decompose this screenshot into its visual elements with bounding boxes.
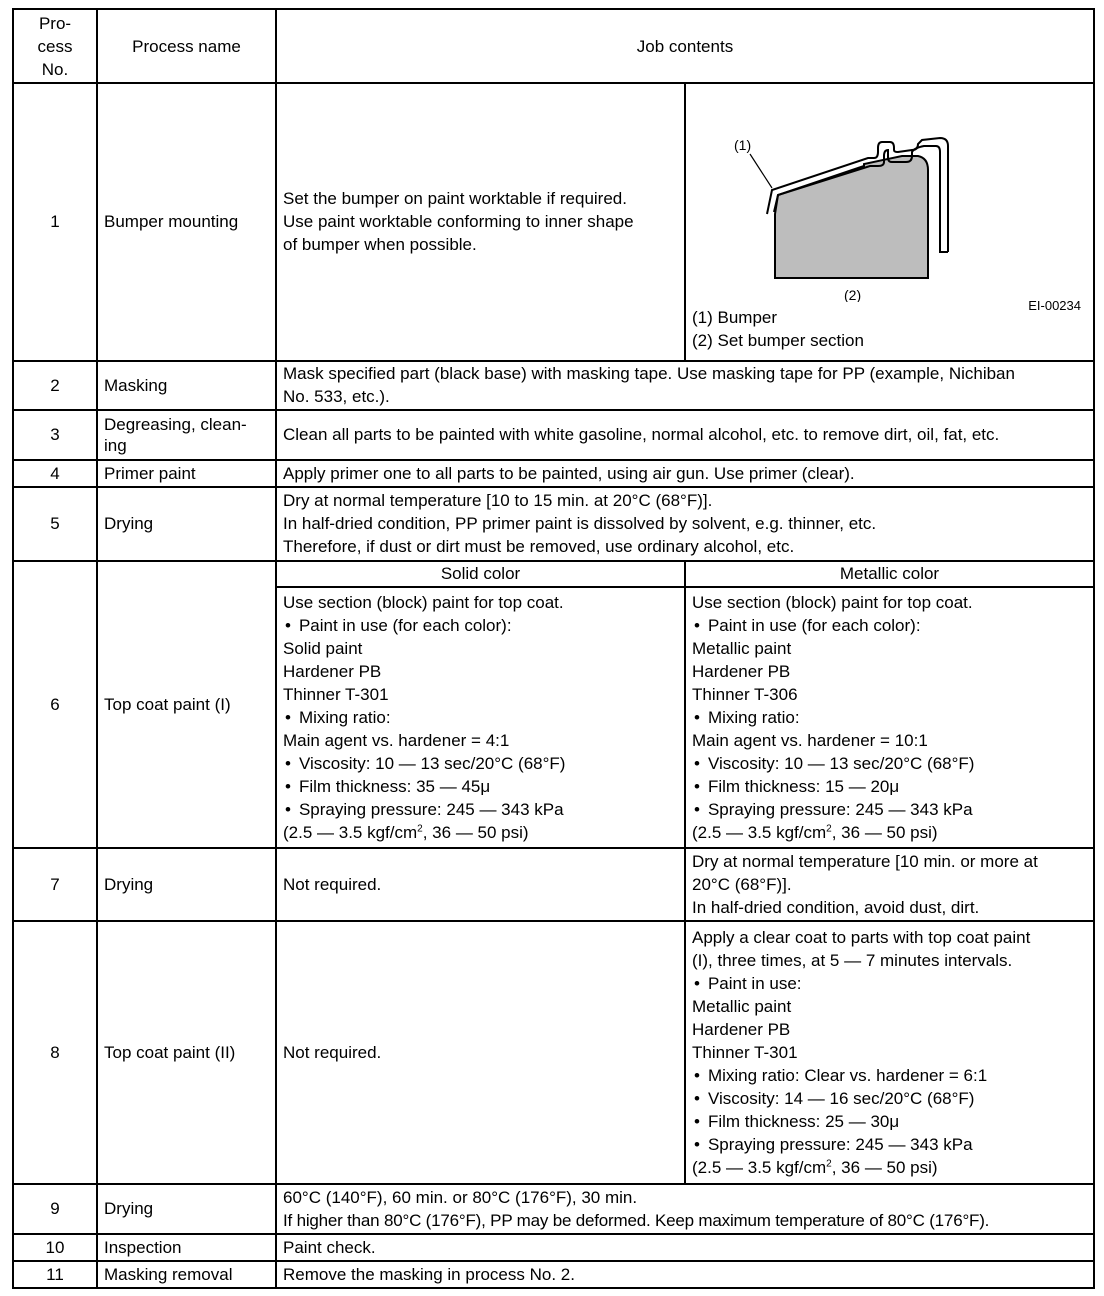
- table-row: [13, 848, 1094, 921]
- table-row: [13, 361, 1094, 410]
- process-no: 4: [13, 460, 97, 487]
- job-text: Dry at normal temperature [10 to 15 min. at 20°C (68°F)]. In half-dried condition, PP primer paint is dissolved by solvent, e.g. thinner, etc. Therefore, if dust or dirt must be removed, use ordinary alcohol, etc.: [276, 487, 1094, 561]
- process-name: Degreasing, clean- ing: [97, 410, 276, 460]
- process-no: 3: [13, 410, 97, 460]
- process-table: [12, 8, 1095, 1289]
- metallic-color-specs: Apply a clear coat to parts with top coat paint (I), three times, at 5 — 7 minutes intervals. • Paint in use: Metallic paint Hardener PB Thinner T-301 • Mixing ratio: Clear vs. hardener = 6:1 • Viscosity: 14 — 16 sec/20°C (68°F) • Film thickness: 25 — 30μ • Spraying pressure: 245 — 343 kPa (2.5 — 3.5 kgf/$cm^2$, 36 — 50 psi): [685, 921, 1094, 1183]
- job-text: Remove the masking in process No. 2.: [276, 1261, 1094, 1288]
- process-name: Bumper mounting: [97, 83, 276, 360]
- caption-set-bumper-section: (2) Set bumper section: [692, 330, 864, 350]
- table-row: [13, 460, 1094, 487]
- process-no: 5: [13, 487, 97, 561]
- bumper-figure-cell: [685, 83, 1094, 360]
- table-row: [13, 921, 1094, 1183]
- process-no: 7: [13, 848, 97, 921]
- solid-color-text: Not required.: [276, 921, 685, 1183]
- process-no: 11: [13, 1261, 97, 1288]
- process-no-header: Pro- cess No.: [13, 9, 97, 83]
- process-no: 2: [13, 361, 97, 410]
- table-row: [13, 1184, 1094, 1234]
- process-no: 10: [13, 1234, 97, 1261]
- job-text: Clean all parts to be painted with white gasoline, normal alcohol, etc. to remove dirt, oil, fat, etc.: [276, 410, 1094, 460]
- table-row: [13, 410, 1094, 460]
- set-bumper-section-shape: [775, 156, 928, 278]
- figure-label-1: (1): [734, 136, 752, 153]
- job-text: Apply primer one to all parts to be painted, using air gun. Use primer (clear).: [276, 460, 1094, 487]
- metallic-color-header: Metallic color: [685, 561, 1094, 587]
- process-name: Masking removal: [97, 1261, 276, 1288]
- process-name: Drying: [97, 1184, 276, 1234]
- solid-color-text: Not required.: [276, 848, 685, 921]
- process-name: Masking: [97, 361, 276, 410]
- figure-label-2: (2): [844, 286, 862, 302]
- table-row: [13, 1234, 1094, 1261]
- process-no: 9: [13, 1184, 97, 1234]
- table-row: [13, 83, 1094, 360]
- process-no: 1: [13, 83, 97, 360]
- process-name: Top coat paint (I): [97, 561, 276, 848]
- job-text: 60°C (140°F), 60 min. or 80°C (176°F), 30 min. If higher than 80°C (176°F), PP may be deformed. Keep maximum temperature of 80°C (176°F).: [276, 1184, 1094, 1234]
- table-row: [13, 487, 1094, 561]
- job-text: Set the bumper on paint worktable if required. Use paint worktable conforming to inner shape of bumper when possible.: [276, 83, 685, 360]
- job-text: Paint check.: [276, 1234, 1094, 1261]
- process-name: Inspection: [97, 1234, 276, 1261]
- job-contents-header: Job contents: [276, 9, 1094, 83]
- caption-bumper: (1) Bumper: [692, 307, 778, 327]
- process-name: Drying: [97, 848, 276, 921]
- process-no: 8: [13, 921, 97, 1183]
- header-row: [13, 9, 1094, 83]
- process-name: Primer paint: [97, 460, 276, 487]
- table-row: [13, 1261, 1094, 1288]
- bumper-section-diagram: [692, 92, 1087, 302]
- process-no: 6: [13, 561, 97, 848]
- figure-code: EI-00234: [1028, 298, 1081, 314]
- solid-color-specs: Use section (block) paint for top coat. • Paint in use (for each color): Solid paint Hardener PB Thinner T-301 • Mixing ratio: Main agent vs. hardener = 4:1 • Viscosity: 10 — 13 sec/20°C (68°F) • Film thickness: 35 — 45μ • Spraying pressure: 245 — 343 kPa (2.5 — 3.5 kgf/$cm^2$, 36 — 50 psi): [276, 587, 685, 848]
- process-name: Drying: [97, 487, 276, 561]
- label1-leader-line: [750, 154, 772, 188]
- table-row: [13, 561, 1094, 587]
- metallic-color-text: Dry at normal temperature [10 min. or more at 20°C (68°F)]. In half-dried condition, avoid dust, dirt.: [685, 848, 1094, 921]
- metallic-color-specs: Use section (block) paint for top coat. • Paint in use (for each color): Metallic paint Hardener PB Thinner T-306 • Mixing ratio: Main agent vs. hardener = 10:1 • Viscosity: 10 — 13 sec/20°C (68°F) • Film thickness: 15 — 20μ • Spraying pressure: 245 — 343 kPa (2.5 — 3.5 kgf/$cm^2$, 36 — 50 psi): [685, 587, 1094, 848]
- process-name: Top coat paint (II): [97, 921, 276, 1183]
- solid-color-header: Solid color: [276, 561, 685, 587]
- process-name-header: Process name: [97, 9, 276, 83]
- job-text: Mask specified part (black base) with masking tape. Use masking tape for PP (example, Nichiban No. 533, etc.).: [276, 361, 1094, 410]
